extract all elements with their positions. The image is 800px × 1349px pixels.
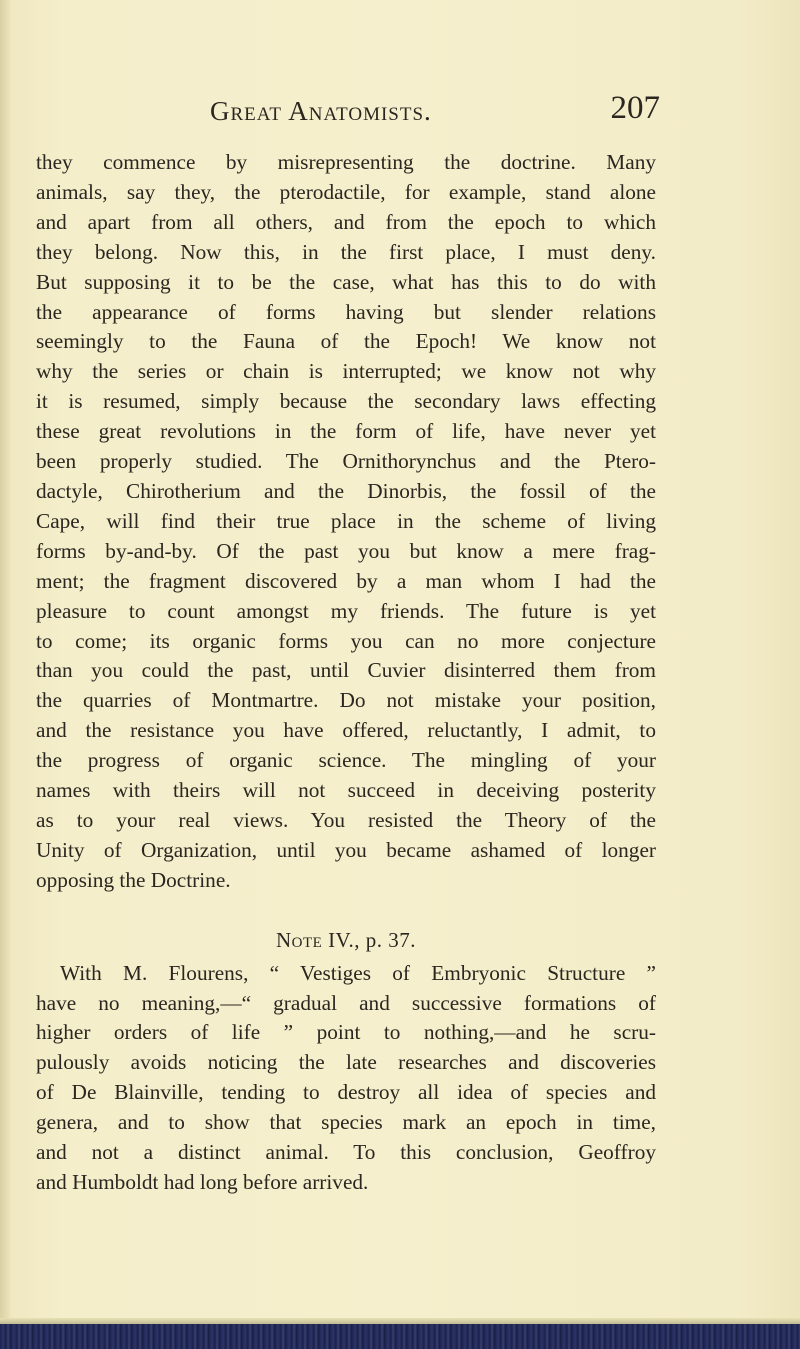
note-line: and not a distinct animal. To this conclusion, Geoffroy <box>36 1140 656 1165</box>
text-line: dactyle, Chirotherium and the Dinorbis, the fossil of the <box>36 478 656 503</box>
text-line: forms by-and-by. Of the past you but know a mere frag- <box>36 538 656 563</box>
text-line: been properly studied. The Ornithorynchus and the Ptero- <box>36 449 656 474</box>
note-line: higher orders of life ” point to nothing,—and he scru- <box>36 1020 656 1045</box>
text-line: opposing the Doctrine. <box>36 867 231 892</box>
note-line: and Humboldt had long before arrived. <box>36 1170 369 1194</box>
text-line: they belong. Now this, in the first place, I must deny. <box>36 239 656 264</box>
note-line: genera, and to show that species mark an epoch in time, <box>36 1110 656 1135</box>
main-paragraph <box>36 148 656 896</box>
running-head <box>210 90 660 140</box>
page-number: 207 <box>610 90 660 126</box>
note-line: pulously avoids noticing the late researches and discoveries <box>36 1050 656 1075</box>
text-line: the quarries of Montmartre. Do not mistake your position, <box>36 688 656 713</box>
text-line: pleasure to count amongst my friends. The future is yet <box>36 598 656 623</box>
note-line: have no meaning,—“ gradual and successive formations of <box>36 990 656 1015</box>
text-line: it is resumed, simply because the secondary laws effecting <box>36 389 656 414</box>
text-line: Unity of Organization, until you became ashamed of longer <box>36 837 656 862</box>
note-heading-word: Note <box>275 927 323 952</box>
text-line: But supposing it to be the case, what has this to do with <box>36 269 656 294</box>
text-line: animals, say they, the pterodactile, for example, stand alone <box>36 179 656 204</box>
text-line: seemingly to the Fauna of the Epoch! We know not <box>36 329 656 354</box>
note-line: With M. Flourens, “ Vestiges of Embryonic Structure ” <box>60 960 656 985</box>
text-line: to come; its organic forms you can no more conjecture <box>36 628 656 653</box>
text-line: and apart from all others, and from the epoch to which <box>36 209 656 234</box>
text-line: ment; the fragment discovered by a man whom I had the <box>36 568 656 593</box>
book-cover-edge <box>0 1324 800 1349</box>
body-text <box>36 148 656 1198</box>
text-line: than you could the past, until Cuvier disinterred them from <box>36 658 656 683</box>
text-line: why the series or chain is interrupted; we know not why <box>36 359 656 384</box>
running-head-title: Great Anatomists. <box>210 96 432 126</box>
text-line: names with theirs will not succeed in deceiving posterity <box>36 778 656 803</box>
text-line: the progress of organic science. The mingling of your <box>36 748 656 773</box>
page-gutter-edge <box>0 0 10 1349</box>
note-heading <box>36 925 656 955</box>
text-line: as to your real views. You resisted the Theory of the <box>36 807 656 832</box>
text-line: these great revolutions in the form of life, have never yet <box>36 419 656 444</box>
note-paragraph <box>36 959 656 1198</box>
text-line: the appearance of forms having but slender relations <box>36 299 656 324</box>
text-line: they commence by misrepresenting the doctrine. Many <box>36 150 656 174</box>
note-heading-reference: IV., p. 37. <box>322 927 417 952</box>
note-line: of De Blainville, tending to destroy all idea of species and <box>36 1080 656 1105</box>
text-line: and the resistance you have offered, reluctantly, I admit, to <box>36 718 656 743</box>
text-line: Cape, will find their true place in the scheme of living <box>36 508 656 533</box>
